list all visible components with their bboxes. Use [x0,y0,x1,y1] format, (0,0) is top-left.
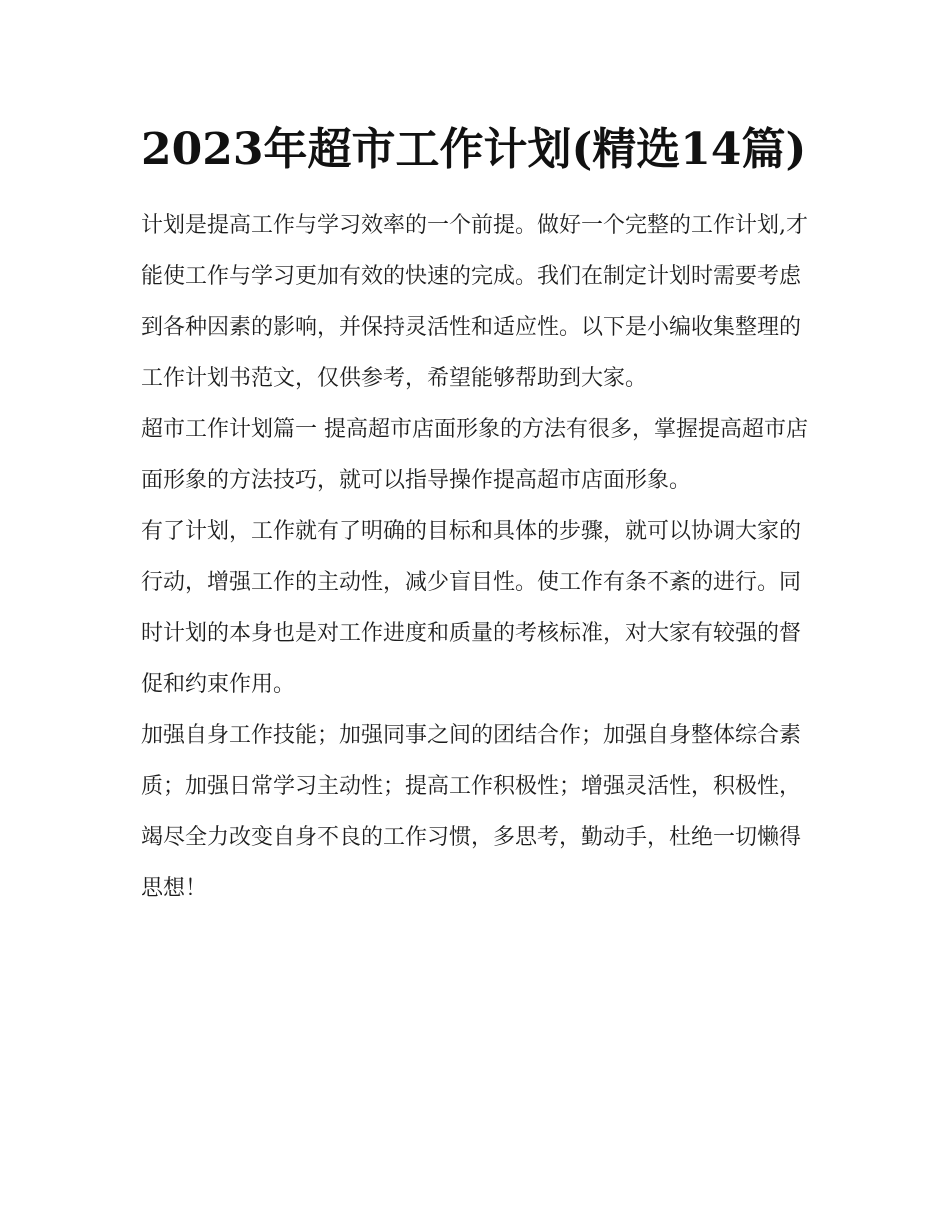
paragraph-planning-benefits: 有了计划，工作就有了明确的目标和具体的步骤，就可以协调大家的行动，增强工作的主动性，减少盲目性。使工作有条不紊的进行。同时计划的本身也是对工作进度和质量的考核标准，对大家有较强的督促和约束作用。 [141,519,802,697]
paragraph-self-improvement: 加强自身工作技能；加强同事之间的团结合作；加强自身整体综合素质；加强日常学习主动性；提高工作积极性；增强灵活性，积极性，竭尽全力改变自身不良的工作习惯，多思考，勤动手，杜绝一切懒得思想！ [141,723,802,901]
document-content [141,118,811,914]
document-title: 2023年超市工作计划(精选14篇) [141,124,807,175]
paragraph-section-one: 超市工作计划篇一 提高超市店面形象的方法有很多，掌握提高超市店面形象的方法技巧，就可以指导操作提高超市店面形象。 [141,417,808,493]
paragraph-intro: 计划是提高工作与学习效率的一个前提。做好一个完整的工作计划,才能使工作与学习更加有效的快速的完成。我们在制定计划时需要考虑到各种因素的影响，并保持灵活性和适应性。以下是小编收集整理的工作计划书范文，仅供参考，希望能够帮助到大家。 [141,213,808,391]
